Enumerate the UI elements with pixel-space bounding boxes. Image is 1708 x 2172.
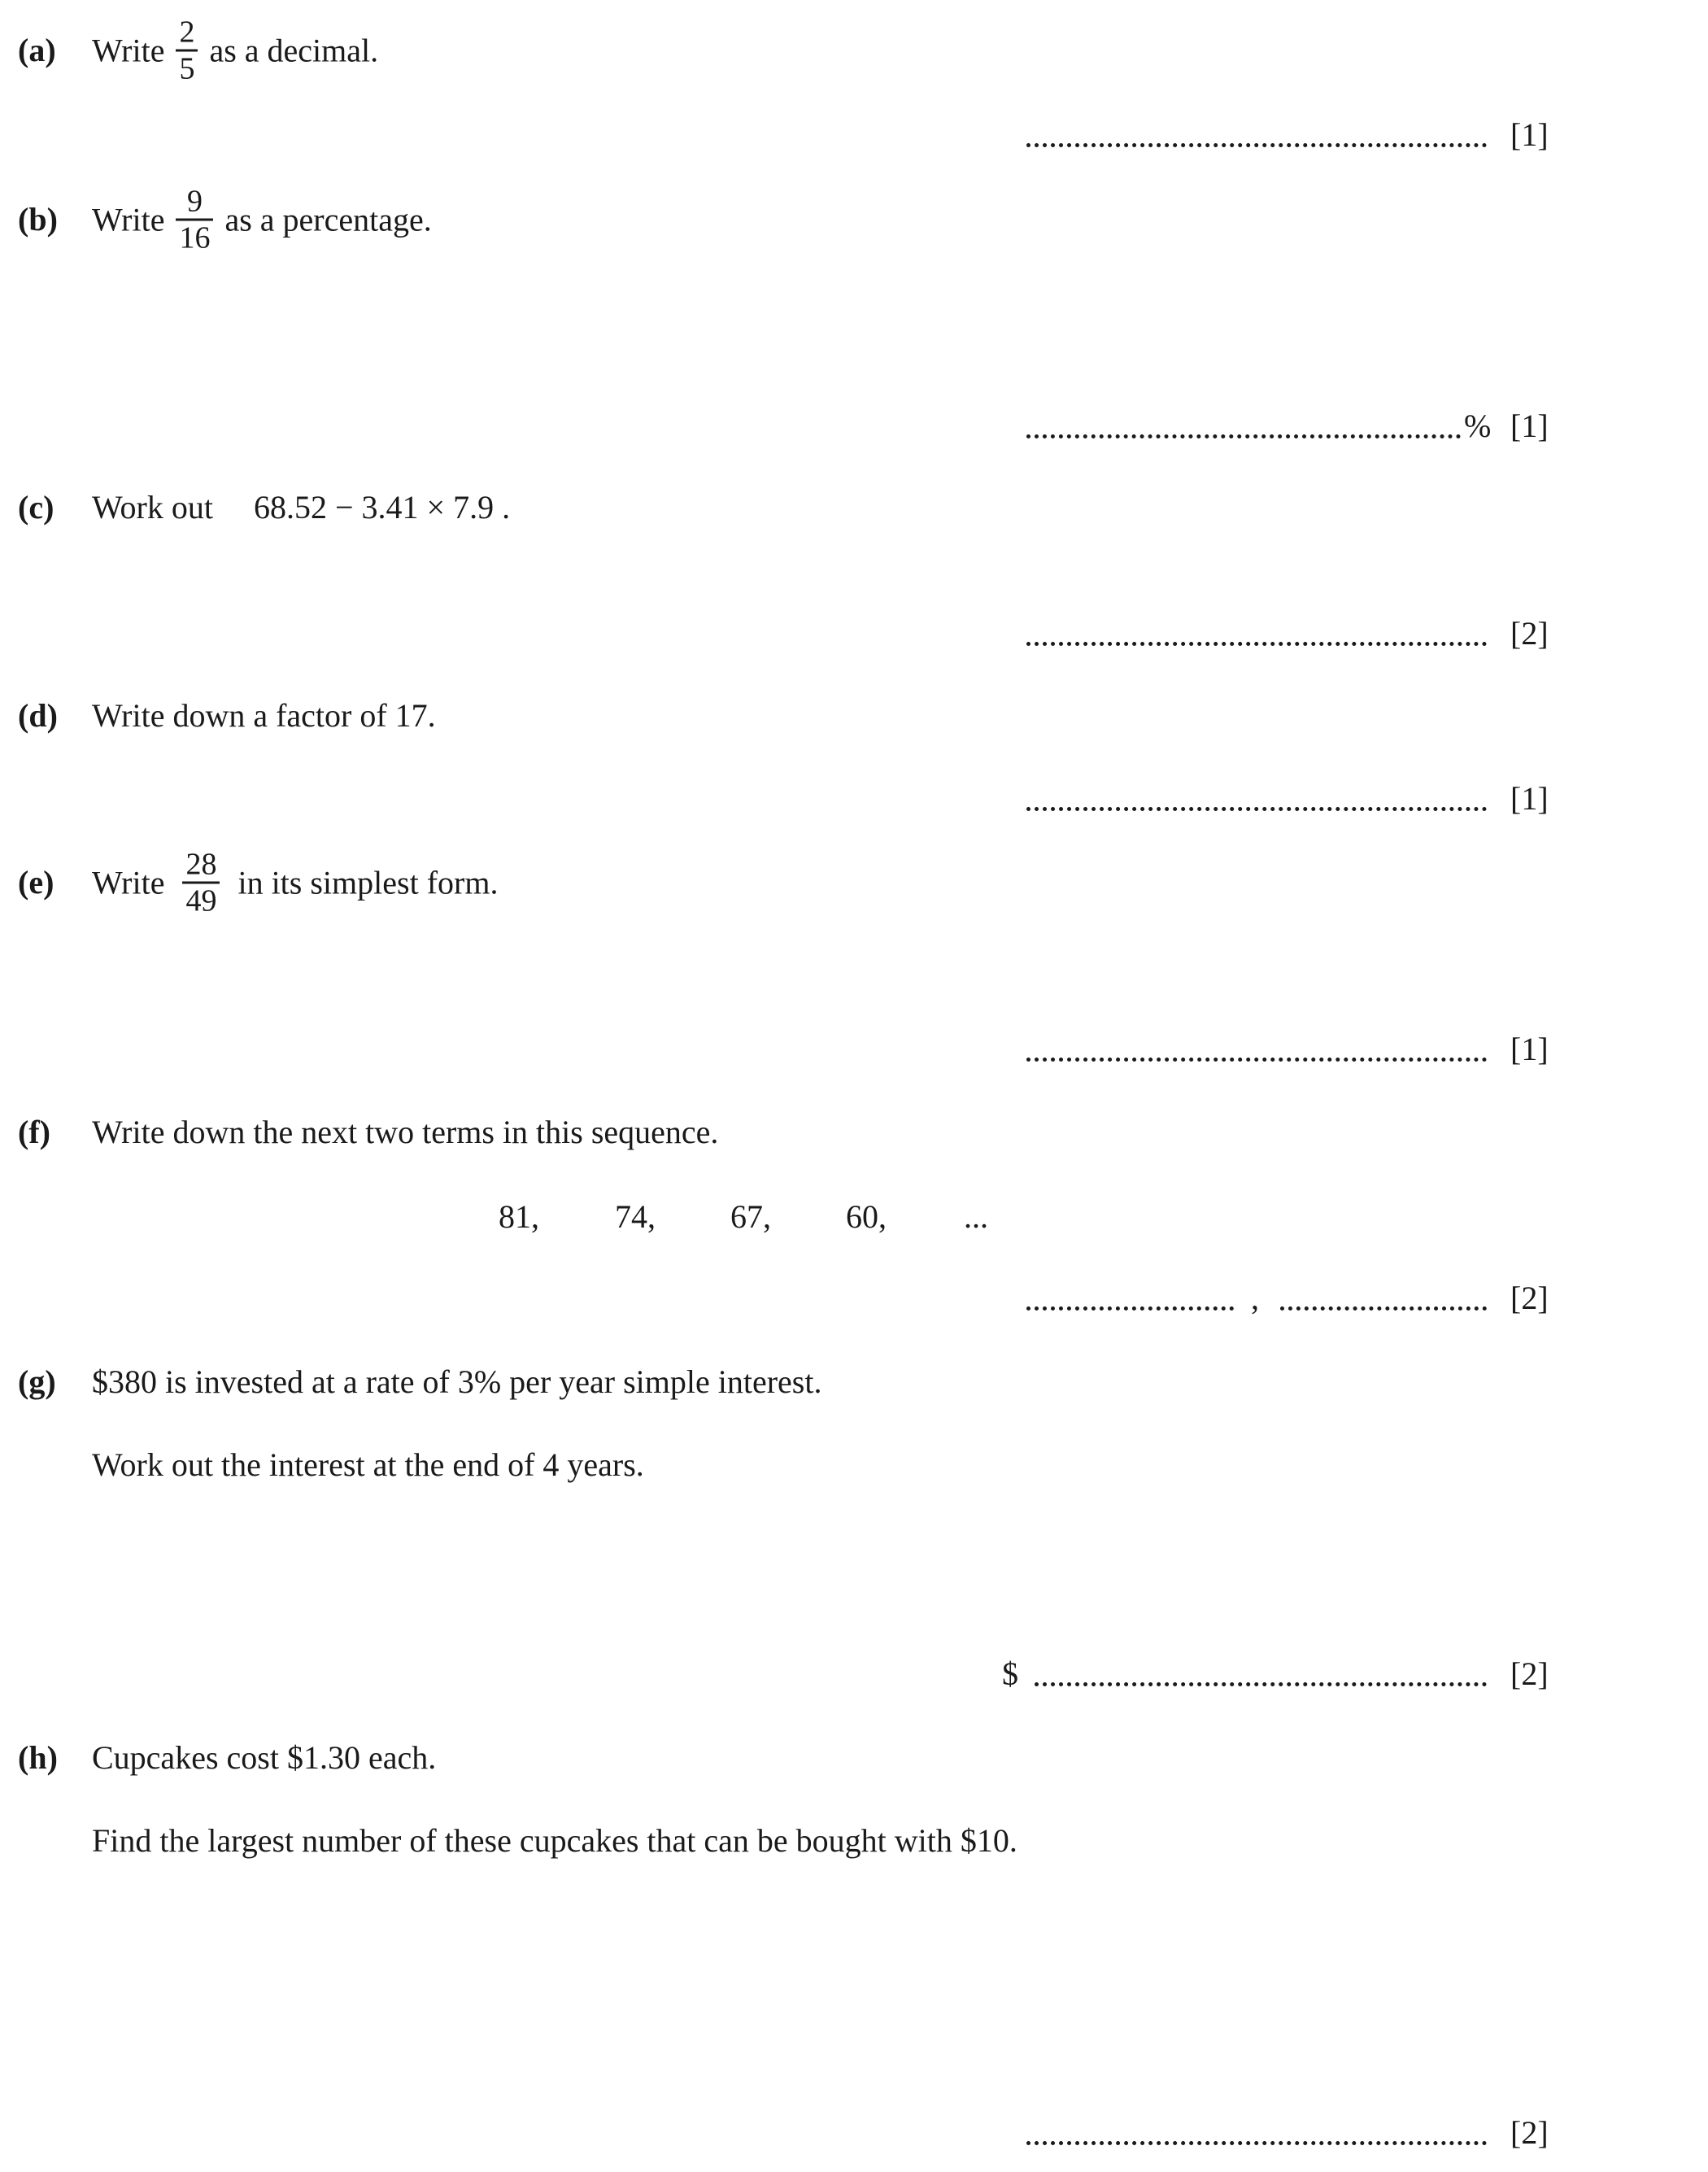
question-text — [92, 185, 432, 255]
answer-line[interactable] — [1026, 807, 1487, 811]
answer-line[interactable] — [1026, 1058, 1487, 1062]
question-text — [92, 1113, 718, 1152]
mark-allocation: [2] — [1510, 2114, 1549, 2151]
sequence-term: 60, — [846, 1198, 887, 1235]
question-text-main: Write down a factor of 17. — [92, 697, 436, 734]
numerator: 28 — [185, 847, 217, 882]
question-label: (g) — [18, 1363, 56, 1400]
question-text-main: $380 is invested at a rate of 3% per year simple interest. — [92, 1363, 822, 1400]
mark-allocation: [1] — [1510, 408, 1549, 444]
question-label: (b) — [18, 201, 58, 238]
question-label: (a) — [18, 32, 56, 68]
question-text-secondary: Work out the interest at the end of 4 years. — [92, 1446, 644, 1483]
answer-line-first[interactable] — [1026, 1306, 1234, 1311]
numerator: 9 — [186, 184, 203, 219]
question-text-post: as a percentage. — [224, 201, 432, 238]
mark-allocation: [2] — [1510, 1655, 1549, 1692]
question-text-pre: Write — [92, 32, 165, 68]
question-text — [92, 488, 213, 527]
answer-line[interactable] — [1026, 642, 1487, 646]
mark-allocation: [2] — [1510, 1280, 1549, 1316]
question-text-pre: Write — [92, 864, 165, 901]
fraction — [176, 185, 213, 255]
mark-allocation: [2] — [1510, 615, 1549, 652]
mark-allocation: [1] — [1510, 1031, 1549, 1067]
question-text — [92, 848, 498, 918]
sequence-ellipsis: ... — [964, 1198, 988, 1235]
currency-prefix: $ — [1002, 1655, 1018, 1692]
question-text — [92, 1363, 821, 1402]
question-text — [92, 16, 378, 85]
question-text-main: Write down the next two terms in this sequence. — [92, 1114, 719, 1150]
answer-separator: , — [1251, 1280, 1259, 1316]
math-expression: 68.52 − 3.41 × 7.9 . — [254, 489, 511, 526]
question-text-post: in its simplest form. — [237, 864, 499, 901]
question-label: (h) — [18, 1739, 58, 1776]
percent-unit: % — [1464, 408, 1492, 444]
sequence-term: 74, — [615, 1198, 656, 1235]
question-text — [92, 696, 436, 735]
denominator: 5 — [179, 51, 195, 86]
question-text-main: Cupcakes cost $1.30 each. — [92, 1739, 437, 1776]
question-text-main: Work out — [92, 489, 213, 526]
answer-line-second[interactable] — [1280, 1306, 1487, 1311]
question-text — [92, 1821, 1017, 1860]
question-label: (d) — [18, 697, 58, 734]
question-text-post: as a decimal. — [209, 32, 379, 68]
answer-line[interactable] — [1026, 2141, 1487, 2145]
question-text — [92, 1738, 436, 1777]
mark-allocation: [1] — [1510, 116, 1549, 153]
denominator: 49 — [185, 883, 217, 918]
numerator: 2 — [179, 15, 195, 50]
answer-line[interactable] — [1035, 1682, 1487, 1686]
fraction — [176, 16, 198, 85]
expression — [254, 488, 510, 527]
question-text-pre: Write — [92, 201, 165, 238]
sequence-term: 67, — [730, 1198, 771, 1235]
sequence-term: 81, — [499, 1198, 539, 1235]
question-label: (f) — [18, 1114, 50, 1150]
mark-allocation: [1] — [1510, 780, 1549, 817]
answer-line[interactable] — [1026, 143, 1487, 147]
answer-line[interactable] — [1026, 434, 1461, 438]
question-label: (c) — [18, 489, 54, 526]
question-label: (e) — [18, 864, 54, 901]
question-text — [92, 1446, 644, 1485]
fraction — [182, 848, 220, 918]
question-text-secondary: Find the largest number of these cupcakes that can be bought with $10. — [92, 1822, 1017, 1859]
denominator: 16 — [179, 220, 211, 255]
